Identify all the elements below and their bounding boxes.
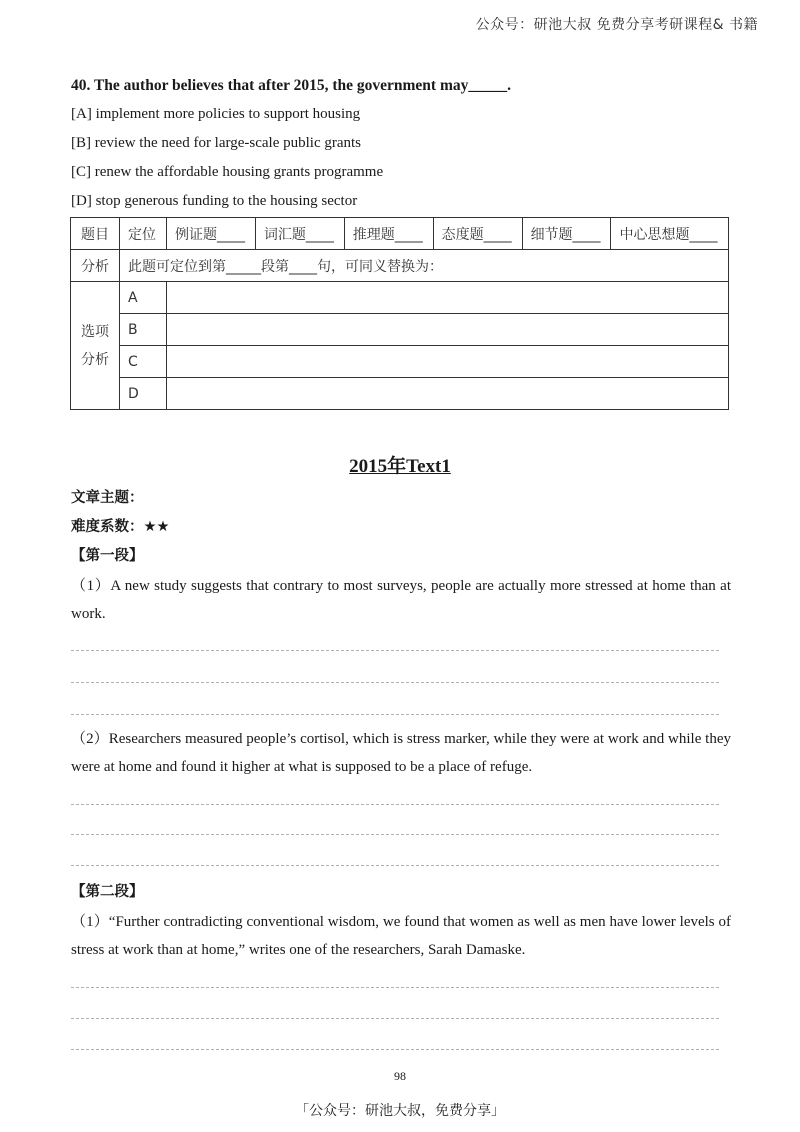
sentence-text: （2）Researchers measured people’s cortisol, which is stress marker, while they were at work and while they were at home and found it higher at what is supposed to be a place of refuge. [71, 731, 731, 775]
difficulty-label: 难度系数：★★ [71, 519, 170, 535]
question-type-row [71, 218, 729, 250]
option-row [71, 346, 729, 378]
answer-line [71, 987, 719, 988]
option-letter: A [120, 282, 167, 314]
question-title: 40. The author believes that after 2015, the government may_____. [71, 77, 511, 94]
answer-line [71, 714, 719, 715]
option-letter: D [120, 378, 167, 410]
option-label-line2: 分析 [81, 351, 109, 368]
option-letter: C [120, 346, 167, 378]
article-theme-label: 文章主题： [71, 490, 144, 506]
footer-note: 「公众号：研池大叔，免费分享」 [295, 1103, 505, 1119]
option-row [71, 378, 729, 410]
option-analysis-cell [167, 346, 729, 378]
option-c: [C] renew the affordable housing grants programme [71, 164, 384, 180]
analysis-row [71, 250, 729, 282]
type-cell: 态度题____ [433, 218, 522, 250]
type-label: 题目 [71, 218, 120, 250]
answer-line [71, 834, 719, 835]
analysis-label: 分析 [71, 250, 120, 282]
answer-line [71, 650, 719, 651]
analysis-table [70, 217, 729, 410]
answer-line [71, 682, 719, 683]
option-letter: B [120, 314, 167, 346]
option-analysis-cell [167, 282, 729, 314]
option-row [71, 282, 729, 314]
option-b: [B] review the need for large-scale public grants [71, 135, 362, 151]
option-d: [D] stop generous funding to the housing sector [71, 193, 358, 209]
sentence-text: （1）“Further contradicting conventional wisdom, we found that women as well as men have lower levels of stress at work than at home,” writes one of the researchers, Sarah Damaske. [71, 914, 731, 958]
option-analysis-cell [167, 378, 729, 410]
option-analysis-cell [167, 314, 729, 346]
option-analysis-label [71, 282, 120, 410]
option-row [71, 314, 729, 346]
paragraph-heading: 【第二段】 [71, 884, 144, 900]
type-cell: 细节题____ [522, 218, 611, 250]
option-a: [A] implement more policies to support housing [71, 106, 361, 122]
sentence-text: （1）A new study suggests that contrary to most surveys, people are actually more stressed at home than at work. [71, 578, 731, 622]
answer-line [71, 1018, 719, 1019]
header-note: 公众号：研池大叔 免费分享考研课程& 书籍 [475, 17, 758, 33]
type-cell: 推理题____ [344, 218, 433, 250]
type-cell: 词汇题____ [255, 218, 344, 250]
option-label-line1: 选项 [81, 323, 109, 340]
answer-line [71, 804, 719, 805]
type-cell: 中心思想题____ [611, 218, 729, 250]
answer-line [71, 865, 719, 866]
section-title: 2015年Text1 [349, 456, 451, 477]
paragraph-heading: 【第一段】 [71, 548, 144, 564]
type-cell: 例证题____ [167, 218, 256, 250]
analysis-text: 此题可定位到第_____段第____句，可同义替换为： [120, 250, 729, 282]
answer-line [71, 1049, 719, 1050]
page-number: 98 [394, 1069, 406, 1083]
type-cell: 定位 [120, 218, 167, 250]
